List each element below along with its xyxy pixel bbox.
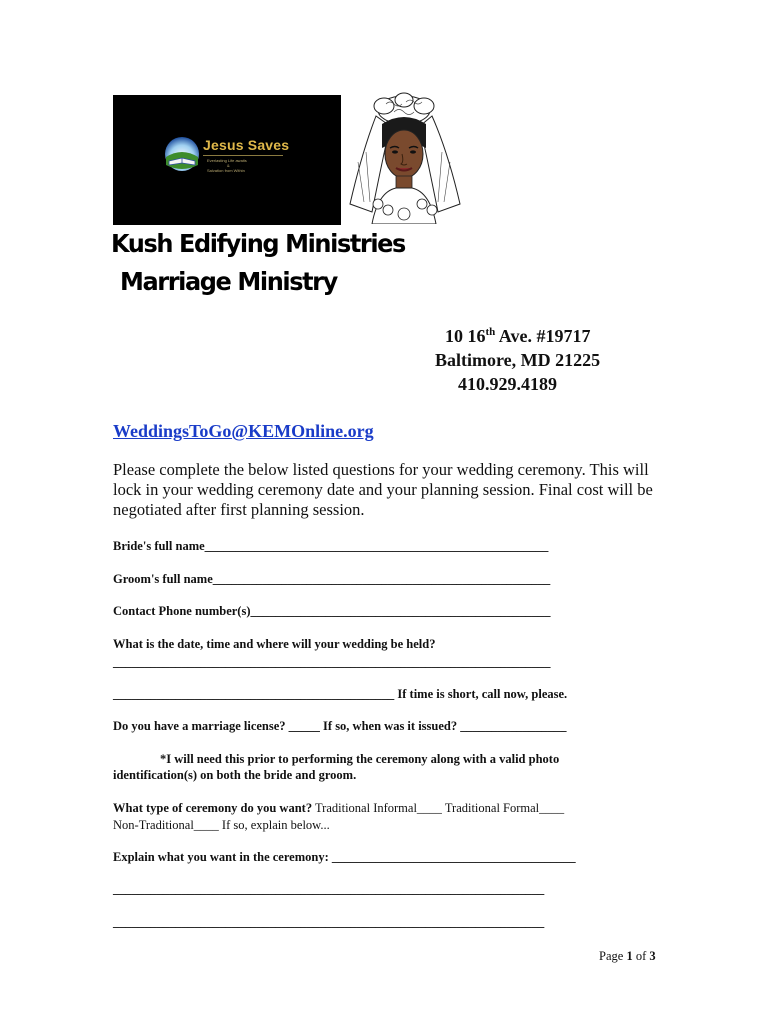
contact-phone-field[interactable]: Contact Phone number(s)________________________________________________ [113,604,551,618]
page-word: Page [599,949,627,963]
address-street [445,326,590,347]
ceremony-type-question: What type of ceremony do you want? [113,801,313,815]
banner-title: Jesus Saves [203,137,290,153]
ministry-name: Marriage Ministry [120,267,337,297]
banner-content [163,133,303,175]
bride-name-field[interactable]: Bride's full name_______________________________________________________ [113,539,549,553]
street-ordinal: th [485,326,496,338]
email-link[interactable]: WeddingsToGo@KEMOnline.org [113,421,374,441]
marriage-license-field[interactable]: Do you have a marriage license? _____ If so, when was it issued? _________________ [113,719,567,733]
globe-bible-logo-icon [163,135,201,173]
intro-paragraph: Please complete the below listed questions for your wedding ceremony. This will lock in your wedding ceremony date and your planning session. Final cost will be negotiated after first planning session. [113,460,653,519]
ceremony-type-options-continued[interactable] [113,818,330,833]
banner-divider [203,155,283,156]
page-number [599,949,656,964]
license-note-continued: identification(s) on both the bride and groom. [113,768,357,782]
street-rest: Ave. #19717 [495,326,591,346]
banner-tagline: Salvation from Within [207,168,245,173]
street-number: 10 16 [445,326,486,346]
license-note: *I will need this prior to performing the ceremony along with a valid photo [160,752,560,766]
address-phone: 410.929.4189 [458,374,557,394]
wedding-date-field[interactable]: ______________________________________________________________________ [113,655,551,669]
header-banner [113,95,341,225]
ceremony-type-options: Traditional Informal____ Traditional Formal____ [312,801,565,815]
address-city: Baltimore, MD 21225 [435,350,601,370]
time-short-field[interactable]: _____________________________________________ If time is short, call now, please. [113,687,568,701]
organization-name: Kush Edifying Ministries [111,229,405,259]
non-traditional-option: Non-Traditional____ If so, explain below... [113,818,330,832]
page-current: 1 [626,949,633,963]
banner-tagline: Everlasting Life awaits [207,158,247,163]
ceremony-explain-field[interactable]: Explain what you want in the ceremony: _______________________________________ [113,850,576,864]
page-total: 3 [649,949,656,963]
ceremony-type-field[interactable] [113,801,564,816]
ceremony-explain-line[interactable]: _____________________________________________________________________ [113,882,545,896]
banner-tagline: & [227,163,230,168]
wedding-date-question: What is the date, time and where will your wedding be held? [113,637,436,651]
page-of: of [632,949,650,963]
ceremony-explain-line[interactable]: _____________________________________________________________________ [113,915,545,929]
groom-name-field[interactable]: Groom's full name______________________________________________________ [113,572,551,586]
bride-illustration [342,92,466,224]
